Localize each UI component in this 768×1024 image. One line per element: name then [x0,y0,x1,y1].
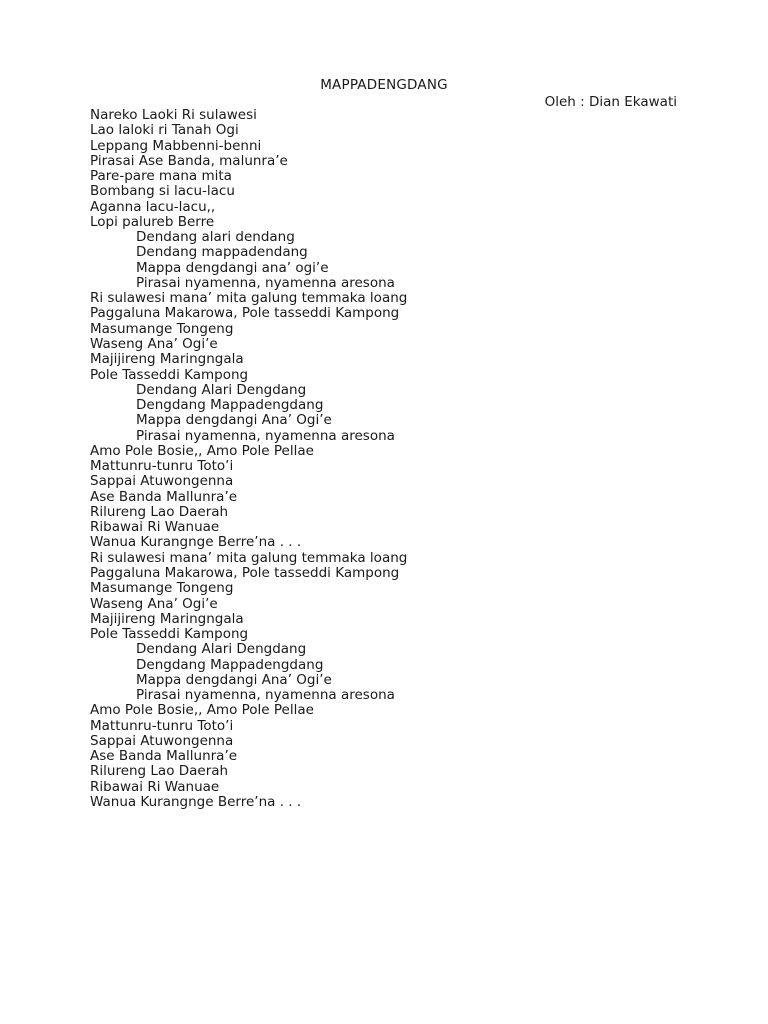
lyric-line-indented: Pirasai nyamenna, nyamenna aresona [136,427,395,444]
lyric-line-indented: Mappa dengdangi ana’ ogi’e [136,259,329,276]
lyric-line-indented: Dendang Alari Dengdang [136,381,307,398]
lyric-line: Aganna lacu-lacu,, [90,198,216,215]
lyric-line: Waseng Ana’ Ogi’e [90,595,218,612]
lyric-line-indented: Mappa dengdangi Ana’ Ogi’e [136,412,332,429]
lyric-line: Pole Tasseddi Kampong [90,626,249,643]
lyric-line-indented: Dendang mappadendang [136,244,308,261]
lyric-line: Ri sulawesi mana’ mita galung temmaka loang [90,290,408,307]
lyric-line: Majijireng Maringngala [90,610,244,627]
lyric-line: Paggaluna Makarowa, Pole tasseddi Kampong [90,305,400,322]
lyric-line: Masumange Tongeng [90,320,234,337]
lyric-line: Amo Pole Bosie,, Amo Pole Pellae [90,442,314,459]
lyric-line-indented: Dengdang Mappadengdang [136,656,324,673]
lyric-line-indented: Dengdang Mappadengdang [136,397,324,414]
lyric-line: Mattunru-tunru Toto’i [90,717,234,734]
lyric-line: Rilureng Lao Daerah [90,503,229,520]
lyric-line: Majijireng Maringngala [90,351,244,368]
document-author: Oleh : Dian Ekawati [544,94,677,110]
lyric-line: Paggaluna Makarowa, Pole tasseddi Kampong [90,564,400,581]
lyric-line-indented: Dendang Alari Dengdang [136,641,307,658]
lyric-line: Ribawai Ri Wanuae [90,778,220,795]
lyric-line: Ase Banda Mallunra’e [90,488,238,505]
lyric-line-indented: Mappa dengdangi Ana’ Ogi’e [136,671,332,688]
lyric-line-indented: Pirasai nyamenna, nyamenna aresona [136,274,395,291]
lyric-line: Nareko Laoki Ri sulawesi [90,107,257,123]
lyric-line-indented: Dendang alari dendang [136,229,295,246]
lyric-line: Ri sulawesi mana’ mita galung temmaka loang [90,549,408,566]
lyric-line: Pole Tasseddi Kampong [90,366,249,383]
lyric-line: Wanua Kurangnge Berre’na . . . [90,793,302,810]
lyric-line: Bombang si lacu-lacu [90,183,235,200]
lyric-line: Pirasai Ase Banda, malunra’e [90,152,288,169]
lyric-line: Waseng Ana’ Ogi’e [90,335,218,352]
lyric-line: Amo Pole Bosie,, Amo Pole Pellae [90,702,314,719]
lyric-line: Wanua Kurangnge Berre’na . . . [90,534,302,551]
lyric-line: Lao laloki ri Tanah Ogi [90,122,239,139]
lyric-line: Mattunru-tunru Toto’i [90,458,234,475]
lyric-line: Ribawai Ri Wanuae [90,519,220,536]
lyric-line: Pare-pare mana mita [90,168,232,185]
lyric-line: Lopi palureb Berre [90,213,215,230]
lyric-line: Leppang Mabbenni-benni [90,137,262,154]
document-title: MAPPADENGDANG [320,77,448,93]
lyric-line-indented: Pirasai nyamenna, nyamenna aresona [136,687,395,704]
lyrics-body [90,108,690,810]
lyric-line: Rilureng Lao Daerah [90,763,229,780]
lyric-line: Ase Banda Mallunra’e [90,748,238,765]
lyric-line: Sappai Atuwongenna [90,732,234,749]
lyric-line: Masumange Tongeng [90,580,234,597]
lyric-line: Sappai Atuwongenna [90,473,234,490]
